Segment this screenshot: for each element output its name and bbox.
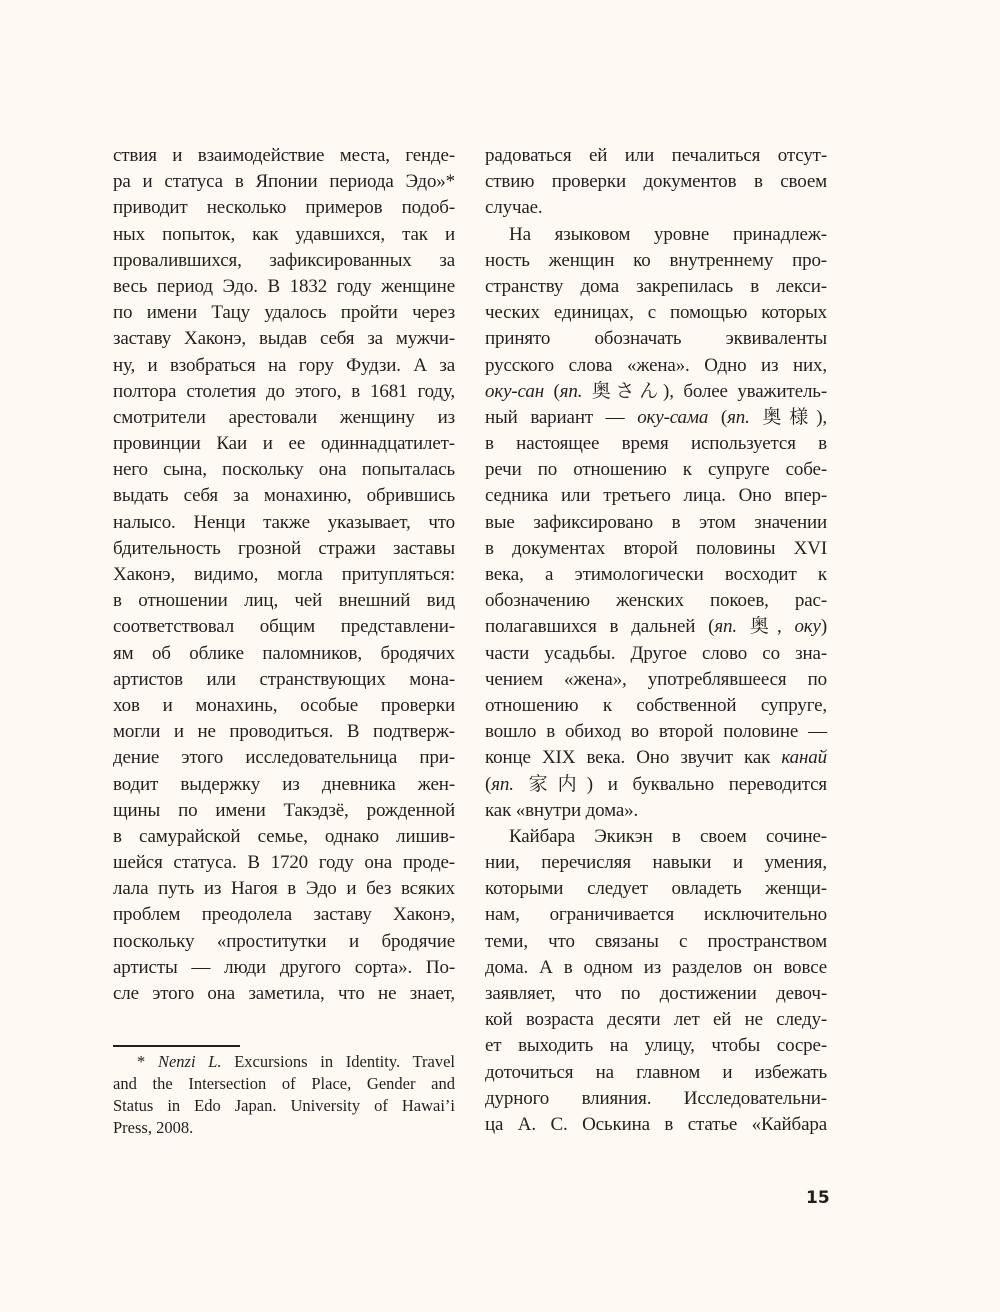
text-line (485, 222, 827, 248)
text-run: могли и не проводиться. В подтверж- (113, 721, 455, 743)
text-line (485, 510, 827, 536)
text-run: провинции Каи и ее одиннадцатилет- (113, 433, 455, 455)
text-run: нам, ограничивается исключительно (485, 904, 827, 926)
text-run: ну, и взобраться на гору Фудзи. А за (113, 354, 455, 376)
text-line (485, 405, 827, 431)
text-line (485, 483, 827, 509)
italic-text-run: канай (781, 747, 827, 769)
text-run: соответствовал общим представлени- (113, 616, 455, 638)
text-run: ) (820, 616, 827, 638)
text-line (485, 1112, 827, 1138)
text-run: проблем преодолела заставу Хаконэ, (113, 904, 455, 926)
text-line (113, 719, 455, 745)
text-line (113, 1073, 455, 1095)
text-line (113, 562, 455, 588)
text-line (485, 745, 827, 771)
text-line (485, 1007, 827, 1033)
text-line (485, 195, 827, 221)
text-run: ца А. С. Оськина в статье «Кайбара (485, 1113, 827, 1135)
text-line (485, 641, 827, 667)
italic-text-run: яп. (727, 406, 750, 428)
text-line (485, 353, 827, 379)
text-run: Кайбара Экикэн в своем сочине- (509, 825, 827, 847)
text-run: русского слова «жена». Одно из них, (485, 354, 827, 376)
text-line (113, 300, 455, 326)
footnote (113, 1051, 455, 1139)
text-run: в настоящее время используется в (485, 433, 827, 455)
text-run: артисты — люди другого сорта». По- (113, 956, 455, 978)
text-line (485, 876, 827, 902)
text-run: доточиться на главном и избежать (485, 1061, 827, 1083)
text-run: ( (485, 773, 492, 795)
text-line (113, 379, 455, 405)
text-run: Хаконэ, видимо, могла притупляться: (113, 564, 455, 585)
text-run: хов и монахинь, особые проверки (113, 694, 455, 716)
text-run: водит выдержку из дневника жен- (113, 773, 455, 795)
text-line (485, 824, 827, 850)
text-run: ( (708, 406, 728, 428)
text-run: века, а этимологически восходит к (485, 564, 827, 585)
text-run: кой возраста десяти лет ей не следу- (485, 1009, 827, 1031)
text-line (113, 274, 455, 300)
text-run: части усадьбы. Другое слово со зна- (485, 642, 827, 664)
text-run: 家内) и буквально переводится (513, 773, 827, 795)
text-run: Press, 2008. (113, 1118, 194, 1137)
text-line (485, 1033, 827, 1059)
right-text-column (485, 143, 827, 1138)
text-line (113, 143, 455, 169)
text-run: отношению к собственной супруге, (485, 694, 827, 716)
text-run: полагавшихся в дальней ( (485, 616, 715, 638)
text-run: него сына, поскольку она попыталась (113, 459, 455, 481)
text-line (113, 981, 455, 1007)
text-line (113, 326, 455, 352)
italic-text-run: Nenzi L. (157, 1052, 222, 1071)
text-run: ный вариант — (485, 406, 638, 428)
text-run: дурного влияния. Исследовательни- (485, 1087, 827, 1109)
text-line (485, 248, 827, 274)
text-line (485, 693, 827, 719)
text-run: в отношении лиц, чей внешний вид (113, 590, 455, 612)
text-line (485, 614, 827, 640)
text-line (113, 1051, 455, 1073)
text-run: выдать себя за монахиню, обрившись (113, 485, 455, 507)
text-line (113, 614, 455, 640)
text-line (485, 902, 827, 928)
text-line (485, 169, 827, 195)
text-line (113, 693, 455, 719)
text-run: ра и статуса в Японии периода Эдо»* (113, 171, 455, 193)
text-run: * (137, 1052, 158, 1071)
text-line (485, 667, 827, 693)
text-line (113, 457, 455, 483)
text-run: ет выходить на улицу, чтобы сосре- (485, 1035, 827, 1057)
text-line (113, 536, 455, 562)
text-line (485, 850, 827, 876)
text-run: 奥さん), более уважитель- (582, 380, 827, 402)
text-line (113, 405, 455, 431)
text-line (485, 1086, 827, 1112)
text-run: 奥, (737, 616, 795, 638)
text-line (485, 1060, 827, 1086)
text-line (113, 1095, 455, 1117)
text-run: смотрители арестовали женщину из (113, 406, 455, 428)
text-run: шейся статуса. В 1720 году она проде- (113, 852, 455, 874)
text-run: налысо. Ненци также указывает, что (113, 511, 455, 533)
text-run: весь период Эдо. В 1832 году женщине (113, 275, 455, 297)
text-line (113, 641, 455, 667)
text-line (485, 929, 827, 955)
text-run: ческих единицах, с помощью которых (485, 302, 827, 324)
text-run: в документах второй половины XVI (485, 537, 827, 559)
text-line (485, 772, 827, 798)
text-run: вые зафиксировано в этом значении (485, 511, 827, 533)
text-line (485, 588, 827, 614)
text-run: ность женщин ко внутреннему про- (485, 249, 827, 271)
italic-text-run: оку (794, 616, 821, 638)
italic-text-run: оку-сама (637, 406, 709, 428)
text-run: Excursions in Identity. Travel (221, 1052, 456, 1071)
text-run: провалившихся, зафиксированных за (113, 249, 455, 271)
text-line (485, 379, 827, 405)
text-line (113, 510, 455, 536)
text-line (113, 483, 455, 509)
text-run: На языковом уровне принадлеж- (509, 223, 827, 245)
italic-text-run: яп. (559, 380, 583, 402)
text-line (113, 1117, 455, 1139)
text-line (485, 955, 827, 981)
text-line (113, 824, 455, 850)
text-line (113, 745, 455, 771)
text-line (113, 222, 455, 248)
text-line (113, 876, 455, 902)
text-run: которыми следует овладеть женщи- (485, 878, 827, 900)
text-line (485, 431, 827, 457)
italic-text-run: яп. (491, 773, 514, 795)
text-run: поскольку «проститутки и бродячие (113, 930, 455, 952)
text-line (485, 300, 827, 326)
text-run: ( (543, 380, 560, 402)
text-run: щины по имени Такэдзё, рожденной (113, 799, 455, 821)
text-run: странству дома закрепилась в лекси- (485, 275, 827, 297)
text-line (113, 169, 455, 195)
text-line (113, 667, 455, 693)
text-line (113, 902, 455, 928)
text-line (113, 955, 455, 981)
text-line (113, 850, 455, 876)
text-run: в самурайской семье, однако лишив- (113, 825, 455, 847)
text-line (113, 772, 455, 798)
text-run: обозначению женских покоев, рас- (485, 590, 827, 612)
text-run: случае. (485, 197, 543, 219)
text-run: полтора столетия до этого, в 1681 году, (113, 380, 455, 402)
text-line (485, 798, 827, 824)
text-run: чением «жена», употреблявшееся по (485, 668, 827, 690)
text-run: нии, перечисляя навыки и умения, (485, 852, 827, 874)
text-run: приводит несколько примеров подоб- (113, 197, 455, 219)
text-run: как «внутри дома». (485, 799, 639, 821)
text-line (113, 588, 455, 614)
text-line (485, 326, 827, 352)
text-run: дома. А в одном из разделов он вовсе (485, 956, 827, 978)
text-run: 奥様), (749, 406, 828, 428)
page-number: 15 (806, 1188, 830, 1208)
text-run: седника или третьего лица. Оно впер- (485, 485, 827, 507)
text-line (485, 981, 827, 1007)
text-run: бдительность грозной стражи заставы (113, 537, 455, 559)
text-run: вошло в обиход во второй половине — (485, 721, 827, 743)
text-run: дение этого исследовательница при- (113, 747, 455, 769)
text-line (485, 562, 827, 588)
footnote-divider (113, 1045, 240, 1047)
text-line (113, 431, 455, 457)
text-line (113, 929, 455, 955)
text-line (113, 798, 455, 824)
text-run: ных попыток, как удавшихся, так и (113, 223, 455, 245)
text-line (113, 248, 455, 274)
text-run: заявляет, что по достижении девоч- (485, 983, 827, 1004)
text-run: конце XIX века. Оно звучит как (485, 747, 782, 769)
text-run: радоваться ей или печалиться отсут- (485, 145, 827, 166)
text-run: речи по отношению к супруге собе- (485, 459, 827, 481)
italic-text-run: яп. (714, 616, 737, 638)
text-line (485, 536, 827, 562)
text-run: ствию проверки документов в своем (485, 171, 827, 193)
text-run: теми, что связаны с пространством (485, 930, 827, 952)
text-line (485, 719, 827, 745)
text-run: сле этого она заметила, что не знает, (113, 983, 455, 1004)
text-run: принято обозначать эквиваленты (485, 328, 827, 350)
italic-text-run: оку-сан (485, 380, 544, 402)
text-line (485, 457, 827, 483)
text-run: and the Intersection of Place, Gender and (113, 1074, 455, 1093)
text-run: лала путь из Нагоя в Эдо и без всяких (113, 878, 455, 900)
text-line (113, 195, 455, 221)
text-line (485, 274, 827, 300)
text-run: заставу Хаконэ, выдав себя за мужчи- (113, 328, 455, 350)
left-text-column (113, 143, 455, 1007)
text-run: Status in Edo Japan. University of Hawai’i (113, 1096, 455, 1115)
text-line (113, 353, 455, 379)
text-line (485, 143, 827, 169)
text-run: артистов или странствующих мона- (113, 668, 455, 690)
text-run: ствия и взаимодействие места, генде- (113, 145, 455, 166)
text-run: по имени Тацу удалось пройти через (113, 302, 455, 324)
text-run: ям об облике паломников, бродячих (113, 642, 455, 664)
